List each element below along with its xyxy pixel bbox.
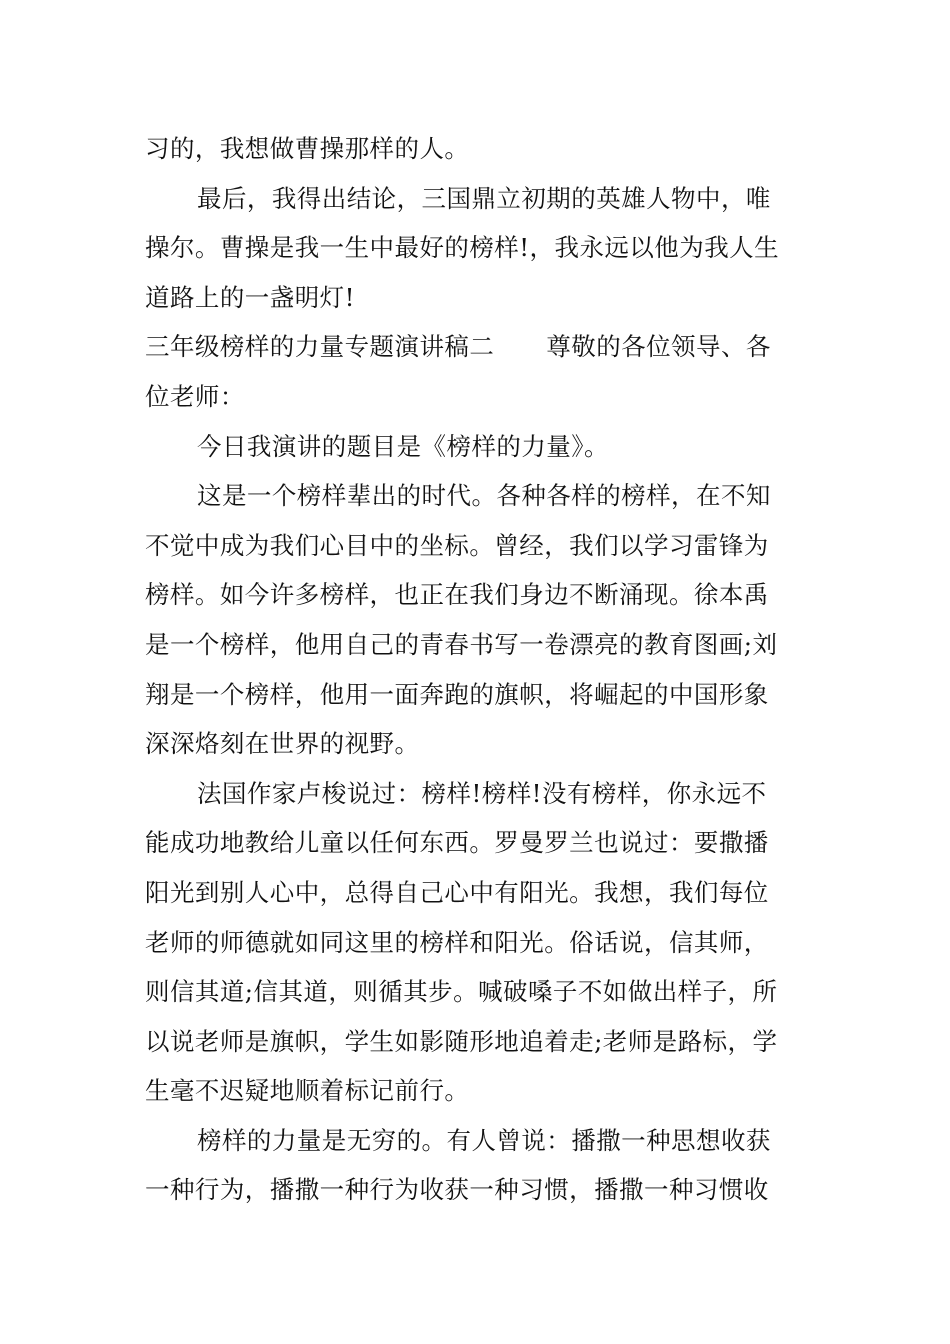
document-body bbox=[145, 124, 815, 1215]
text-line: 老师的师德就如同这里的榜样和阳光。俗话说，信其师， bbox=[145, 927, 769, 957]
text-line: 则信其道;信其道，则循其步。喊破嗓子不如做出样子，所 bbox=[145, 977, 778, 1007]
text-line: 能成功地教给儿童以任何东西。罗曼罗兰也说过：要撒播 bbox=[145, 828, 769, 858]
text-line: 今日我演讲的题目是《榜样的力量》。 bbox=[197, 431, 609, 461]
section-heading-line bbox=[145, 322, 815, 372]
text-line: 深深烙刻在世界的视野。 bbox=[145, 729, 420, 759]
text-line: 阳光到别人心中，总得自己心中有阳光。我想，我们每位 bbox=[145, 877, 769, 907]
text-line: 翔是一个榜样，他用一面奔跑的旗帜，将崛起的中国形象 bbox=[145, 679, 769, 709]
text-line: 习的，我想做曹操那样的人。 bbox=[145, 134, 470, 163]
text-line: 不觉中成为我们心目中的坐标。曾经，我们以学习雷锋为 bbox=[145, 530, 769, 560]
text-line: 生毫不迟疑地顺着标记前行。 bbox=[145, 1076, 470, 1106]
text-line: 这是一个榜样辈出的时代。各种各样的榜样，在不知 bbox=[197, 481, 771, 511]
text-line: 以说老师是旗帜，学生如影随形地追着走;老师是路标，学 bbox=[145, 1026, 778, 1056]
greeting-text: 尊敬的各位领导、各 bbox=[546, 332, 771, 362]
text-line: 榜样。如今许多榜样，也正在我们身边不断涌现。徐本禹 bbox=[145, 580, 769, 610]
text-line: 是一个榜样，他用自己的青春书写一卷漂亮的教育图画;刘 bbox=[145, 629, 778, 659]
text-line: 法国作家卢梭说过：榜样!榜样!没有榜样，你永远不 bbox=[197, 778, 767, 808]
text-line: 操尔。曹操是我一生中最好的榜样!，我永远以他为我人生 bbox=[145, 233, 780, 263]
text-line: 榜样的力量是无穷的。有人曾说：播撒一种思想收获 bbox=[197, 1125, 771, 1155]
text-line: 道路上的一盏明灯! bbox=[145, 282, 355, 312]
text-line: 一种行为，播撒一种行为收获一种习惯，播撒一种习惯收 bbox=[145, 1175, 769, 1205]
text-line: 位老师： bbox=[145, 381, 245, 411]
section-heading: 三年级榜样的力量专题演讲稿二 bbox=[145, 332, 495, 362]
text-line: 最后，我得出结论，三国鼎立初期的英雄人物中，唯 bbox=[197, 183, 771, 213]
